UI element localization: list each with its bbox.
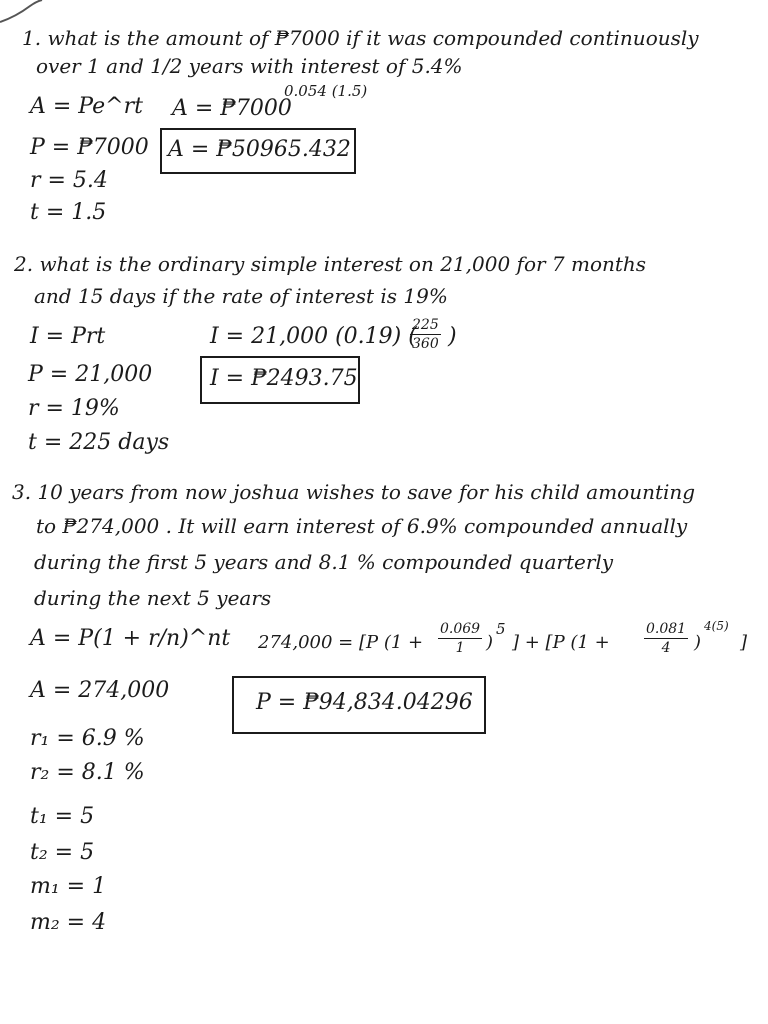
problem-2-fraction-denominator: 360	[412, 336, 439, 352]
problem-3-given-time-1: t₁ = 5	[30, 804, 95, 829]
problem-1-given-time: t = 1.5	[30, 200, 107, 225]
problem-2-fraction-numerator: 225	[412, 317, 439, 333]
problem-3-bracket-close: ]	[740, 632, 748, 653]
problem-2-question-line-2: and 15 days if the rate of interest is 19%	[34, 284, 448, 308]
problem-3-paren-close-1: )	[486, 632, 494, 653]
problem-3-equation-left: 274,000 = [P (1 +	[258, 632, 424, 653]
problem-2-given-time: t = 225 days	[28, 430, 170, 455]
problem-3-fraction-2-numerator: 0.081	[646, 621, 687, 637]
problem-2-formula: I = Prt	[30, 324, 106, 349]
problem-1-given-rate: r = 5.4	[30, 168, 108, 193]
problem-1-answer-box	[160, 128, 356, 174]
problem-2-time-fraction	[410, 318, 441, 351]
problem-2-given-principal: P = 21,000	[28, 362, 153, 387]
problem-3-equation-mid: ] + [P (1 +	[512, 632, 610, 653]
problem-3-fraction-2-denominator: 4	[661, 640, 671, 656]
problem-1-question-line-2: over 1 and 1/2 years with interest of 5.4%	[36, 54, 463, 78]
problem-2-answer: I = ₱2493.75	[210, 366, 358, 391]
problem-3-given-amount: A = 274,000	[30, 678, 170, 703]
problem-1-substitution: A = ₱7000	[172, 96, 292, 121]
problem-1-given-principal: P = ₱7000	[30, 135, 149, 160]
problem-3-answer-box	[232, 676, 486, 734]
problem-3-question-line-4: during the next 5 years	[34, 586, 272, 610]
problem-3-fraction-2	[644, 622, 688, 655]
problem-2-question-line-1: 2. what is the ordinary simple interest on 21,000 for 7 months	[14, 252, 647, 276]
problem-3-question-line-2: to ₱274,000 . It will earn interest of 6.9% compounded annually	[36, 514, 688, 538]
problem-3-formula: A = P(1 + r/n)^nt	[30, 626, 231, 651]
problem-2-given-rate: r = 19%	[28, 396, 120, 421]
problem-3-fraction-1	[438, 622, 482, 655]
problem-3-given-rate-2: r₂ = 8.1 %	[30, 760, 145, 785]
problem-3-fraction-1-numerator: 0.069	[440, 621, 481, 637]
problem-3-given-periods-2: m₂ = 4	[30, 910, 107, 935]
problem-3-answer: P = ₱94,834.04296	[256, 690, 473, 715]
problem-3-question-line-3: during the first 5 years and 8.1 % compounded quarterly	[34, 550, 614, 574]
problem-2-substitution: I = 21,000 (0.19) (	[210, 324, 417, 349]
problem-3-exponent-2: 4(5)	[704, 619, 729, 633]
problem-2-substitution-close: )	[448, 324, 457, 349]
problem-1-answer: A = ₱50965.432	[168, 137, 351, 162]
problem-1-exponent: 0.054 (1.5)	[284, 82, 368, 100]
problem-3-fraction-1-denominator: 1	[455, 640, 465, 656]
problem-1-question-line-1: 1. what is the amount of ₱7000 if it was compounded continuously	[22, 26, 699, 50]
problem-3-given-rate-1: r₁ = 6.9 %	[30, 726, 145, 751]
problem-1-formula: A = Pe^rt	[30, 94, 143, 119]
problem-3-exponent-1: 5	[496, 620, 506, 638]
problem-3-given-time-2: t₂ = 5	[30, 840, 95, 865]
problem-2-answer-box	[200, 356, 360, 404]
problem-3-given-periods-1: m₁ = 1	[30, 874, 107, 899]
problem-3-question-line-1: 3. 10 years from now joshua wishes to save for his child amounting	[12, 480, 696, 504]
problem-3-paren-close-2: )	[694, 632, 702, 653]
